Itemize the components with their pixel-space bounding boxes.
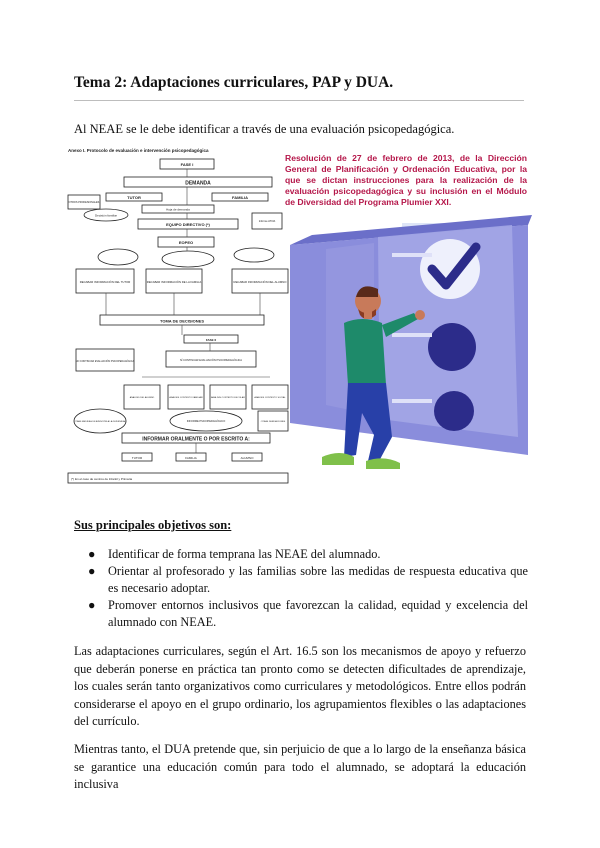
option-circle-2 bbox=[428, 323, 476, 371]
list-item: ● Promover entornos inclusivos que favorezcan la calidad, equidad y excelencia del alumnado con NEAE. bbox=[88, 598, 528, 629]
flow-tutor: TUTOR bbox=[127, 195, 141, 200]
flow-familia: FAMILIA bbox=[232, 195, 248, 200]
flow-informar: INFORMAR ORALMENTE O POR ESCRITO A: bbox=[142, 436, 250, 443]
flow-analisis-2: ANÁLISIS CONTEXTO FAMILIAR bbox=[169, 397, 203, 399]
flow-informe: Informe ATIVA bbox=[258, 220, 276, 223]
checklist-illustration bbox=[282, 205, 534, 495]
flowchart-header: Anexo I. Protocolo de evaluación e intervención psicopedagógica bbox=[68, 148, 209, 153]
list-item: ● Orientar al profesorado y las familias sobre las medidas de respuesta educativa que es necesario adoptar. bbox=[88, 564, 528, 595]
flow-equipo-directivo: EQUIPO DIRECTIVO (*) bbox=[166, 222, 210, 227]
paragraph-adaptaciones: Las adaptaciones curriculares, según el Art. 16.5 son los mecanismos de apoyo y refuerzo que deberán ponerse en práctica tan pronto como se detecten dificultades de aprendizaje, los cuales serán tanto organizativos como curriculares y metodológicos. Entre ellos podrán considerarse el apoyo en el grupo ordinario, los agrupamientos flexibles o las adaptaciones del currículo. bbox=[74, 644, 526, 728]
list-item: ● Identificar de forma temprana las NEAE del alumnado. bbox=[88, 547, 381, 561]
flow-otras-derivaciones: OTRAS DERIVACIONES bbox=[260, 421, 286, 423]
bullet-icon: ● bbox=[88, 564, 96, 578]
objectives-list bbox=[74, 546, 528, 631]
flow-hoja-demanda: Hoja de demanda bbox=[166, 207, 190, 212]
bullet-icon: ● bbox=[88, 547, 96, 561]
resolution-note: Resolución de 27 de febrero de 2013, de la Dirección General de Planificación y Ordenación Educativa, por la que se dictan instrucciones para la realización de la evaluación psicopedagógica y su inclusión en el Módulo de Diversidad del Programa Plumier XXI. bbox=[285, 153, 527, 207]
page-title: Tema 2: Adaptaciones curriculares, PAP y DUA. bbox=[74, 74, 394, 91]
flow-eopeo: EOPEO bbox=[178, 240, 194, 245]
intro-paragraph: Al NEAE se le debe identificar a través de una evaluación psicopedagógica. bbox=[74, 122, 455, 136]
flow-fase2: FASE II bbox=[205, 338, 217, 342]
bullet-icon: ● bbox=[88, 598, 96, 612]
flow-analisis-3: ANÁLISIS CONTEXTO ESCOLAR bbox=[211, 397, 245, 399]
paragraph-dua: Mientras tanto, el DUA pretende que, sin perjuicio de que a lo largo de la enseñanza básica se garantice una educación común para todo el alumnado, se adoptará la educación inclusiva bbox=[74, 742, 526, 791]
flow-decision-familiar: Decisión familiar bbox=[94, 213, 118, 218]
flow-fase1: FASE I bbox=[180, 162, 194, 167]
evaluation-flowchart bbox=[66, 143, 290, 485]
flow-dest-alumno: ALUMNO bbox=[240, 456, 254, 460]
title-divider bbox=[74, 100, 524, 101]
flow-footnote: (*) En el caso de centros de Infantil y Primaria bbox=[71, 477, 133, 481]
flow-dest-tutor: TUTOR bbox=[131, 456, 143, 460]
flow-recabar-alumno: RECABAR INFORMACIÓN DEL ALUMNO bbox=[233, 280, 287, 284]
flow-recabar-familia: RECABAR INFORMACIÓN DE LA FAMILIA bbox=[146, 280, 202, 284]
flow-analisis-4: ANÁLISIS CONTEXTO SOCIAL bbox=[254, 397, 286, 399]
flow-otras-medidas: OTRAS MEDIDAS DE ATENCIÓN A LA DIVERSIDAD bbox=[73, 421, 127, 423]
flow-analisis-1: ANÁLISIS DEL ALUMNO bbox=[129, 397, 155, 399]
flow-dest-familia: FAMILIA bbox=[185, 456, 197, 460]
flow-si-continuar: SÍ CONTINUAR EVALUACIÓN PSICOPEDAGÓGICA bbox=[179, 359, 243, 362]
flow-otros-prof: OTROS PROFESIONALES bbox=[68, 201, 100, 204]
flow-toma-decisiones: TOMA DE DECISIONES bbox=[159, 318, 205, 324]
flow-informe-psico: INFORME PSICOPEDAGÓGICO bbox=[186, 420, 226, 423]
flow-no-continuar: NO CONTINUAR EVALUACIÓN PSICOPEDAGÓGICA bbox=[75, 360, 135, 363]
flow-recabar-tutor: RECABAR INFORMACIÓN DEL TUTOR bbox=[79, 280, 131, 284]
option-circle-3 bbox=[434, 391, 474, 431]
objectives-title: Sus principales objetivos son: bbox=[74, 518, 232, 532]
flow-demanda: DEMANDA bbox=[185, 180, 211, 187]
